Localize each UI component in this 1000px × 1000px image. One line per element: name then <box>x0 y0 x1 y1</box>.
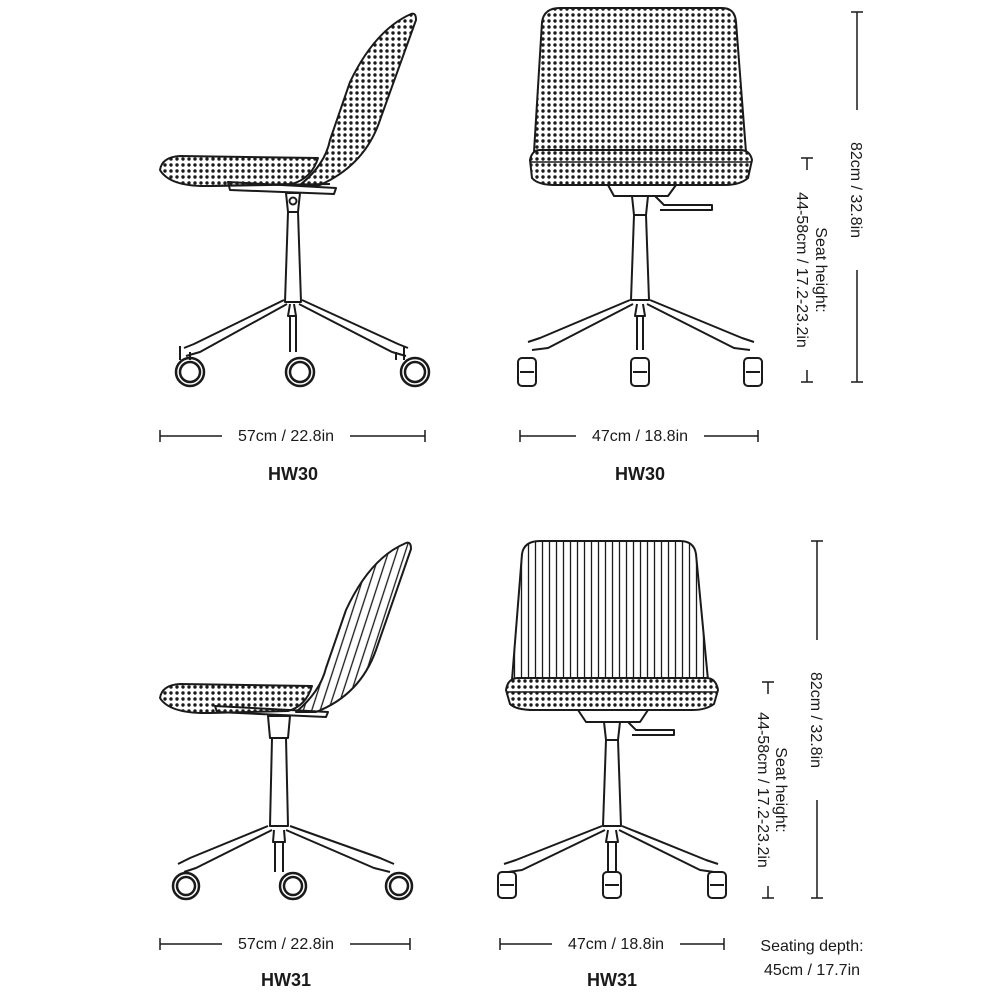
hw31-side-view <box>160 543 412 899</box>
hw30-side-model-label: HW30 <box>267 464 319 484</box>
hw31-front-width-label: 47cm / 18.8in <box>567 936 665 953</box>
hw31-front-caster-right <box>708 872 726 898</box>
hw30-front-base <box>528 300 754 350</box>
hw31-front-mechanism <box>578 710 648 722</box>
hw31-front-lever <box>628 722 674 735</box>
hw30-side-caster-left <box>176 358 204 386</box>
hw30-front-seat-cushion <box>530 150 752 185</box>
hw31-front-caster-left <box>498 872 516 898</box>
hw30-front-backrest <box>534 8 746 152</box>
hw31-front-caster-center <box>603 872 621 898</box>
hw31-side-caster-left <box>173 873 199 899</box>
hw31-side-caster-right <box>386 873 412 899</box>
hw30-side-column <box>286 193 300 212</box>
hw30-side-caster-right <box>401 358 429 386</box>
hw31-side-column <box>268 716 290 826</box>
hw30-seat-height-value: 44-58cm / 17.2-23.2in <box>793 192 810 348</box>
hw30-dimension-lines <box>160 12 863 442</box>
hw31-front-backrest <box>512 541 708 680</box>
hw30-front-caster-center <box>631 358 649 386</box>
hw30-front-lever <box>655 196 712 210</box>
hw30-front-caster-left <box>518 358 536 386</box>
hw30-front-mechanism <box>608 185 676 196</box>
hw31-seat-height-title: Seat height: <box>772 747 789 833</box>
hw30-seat-height-title: Seat height: <box>812 227 829 313</box>
hw31-dimension-lines <box>160 541 823 950</box>
hw31-front-base <box>504 826 718 872</box>
hw30-front-model-label: HW30 <box>614 464 666 484</box>
hw30-overall-height-label: 82cm / 32.8in <box>847 141 864 239</box>
hw31-side-model-label: HW31 <box>260 970 312 990</box>
hw31-side-caster-center <box>280 873 306 899</box>
hw31-overall-height-label: 82cm / 32.8in <box>807 671 824 769</box>
hw31-side-seat-cushion <box>160 684 312 713</box>
hw30-front-column <box>631 196 649 300</box>
hw30-front-caster-right <box>744 358 762 386</box>
seating-depth-value: 45cm / 17.7in <box>763 962 861 979</box>
hw31-front-column <box>603 722 621 826</box>
hw31-seat-height-value: 44-58cm / 17.2-23.2in <box>754 712 771 868</box>
hw31-side-backrest <box>296 543 411 712</box>
seating-depth-title: Seating depth: <box>760 938 864 955</box>
hw31-front-view <box>498 541 726 898</box>
hw30-front-view <box>518 8 762 386</box>
hw31-front-model-label: HW31 <box>586 970 638 990</box>
hw31-side-base <box>178 826 394 872</box>
hw30-side-seat-cushion <box>160 156 318 186</box>
hw30-front-width-label: 47cm / 18.8in <box>591 428 689 445</box>
hw30-side-caster-center <box>286 358 314 386</box>
hw30-side-width-label: 57cm / 22.8in <box>237 428 335 445</box>
hw31-side-width-label: 57cm / 22.8in <box>237 936 335 953</box>
hw30-side-view <box>160 14 429 386</box>
hw31-front-seat-cushion <box>506 678 718 710</box>
